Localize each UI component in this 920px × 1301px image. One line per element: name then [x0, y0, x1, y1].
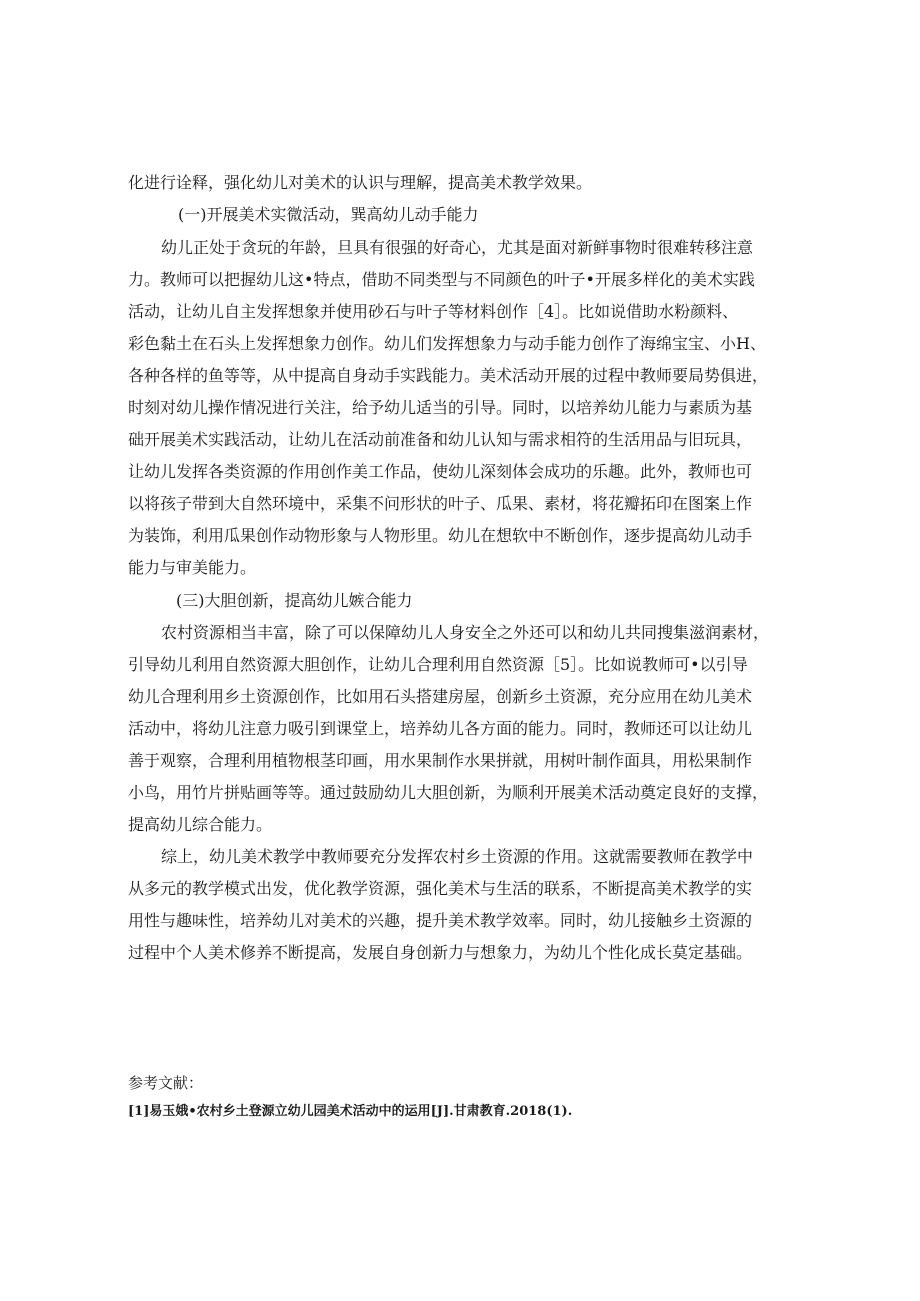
paragraph-line: 彩色黏土在石头上发挥想象力创作。幼儿们发挥想象力与动手能力创作了海绵宝宝、小H、 — [128, 334, 766, 353]
paragraph-line: 以将孩子带到大自然环境中，采集不问形状的叶子、瓜果、素材，将花瓣拓印在图案上作 — [128, 494, 753, 513]
section-heading-1: (一)开展美术实微活动，巽高幼儿动手能力 — [178, 205, 479, 224]
section-heading-2: (三)大胆创新，提高幼儿嫉合能力 — [176, 591, 413, 610]
paragraph-line: 能力与审美能力。 — [128, 558, 257, 577]
paragraph-line: 幼儿合理利用乡土资源创作，比如用石头搭建房屋，创新乡土资源，充分应用在幼儿美术 — [128, 687, 753, 706]
paragraph-line: 活动中，将幼儿注意力吸引到课堂上，培养幼儿各方面的能力。同时，教师还可以让幼儿 — [128, 719, 753, 738]
paragraph-line: 从多元的教学模式出发，优化教学资源，强化美术与生活的联系，不断提高美术教学的实 — [128, 879, 753, 898]
paragraph-line: 为装饰，利用瓜果创作动物形象与人物形里。幼儿在想软中不断创作，逐步提高幼儿动手 — [128, 526, 753, 545]
paragraph-line: 综上，幼儿美术教学中教师要充分发挥农村乡土资源的作用。这就需要教师在教学中 — [161, 847, 754, 866]
paragraph-line: 让幼儿发挥各类资源的作用创作美工作品，使幼儿深刻体会成功的乐趣。此外，教师也可 — [128, 462, 753, 481]
reference-item: [1]易玉娥•农村乡土登源立幼儿园美术活动中的运用[J].甘肃教育.2018(1). — [128, 1104, 573, 1119]
paragraph-line: 化进行诠释，强化幼儿对美术的认识与理解，提高美术教学效果。 — [128, 173, 593, 192]
references-title: 参考文献： — [128, 1074, 204, 1092]
paragraph-line: 各种各样的鱼等等，从中提高自身动手实践能力。美术活动开展的过程中教师要局势俱进， — [128, 366, 769, 385]
paragraph-line: 小鸟，用竹片拼贴画等等。通过鼓励幼儿大胆创新，为顺利开展美术活动奠定良好的支撑， — [128, 783, 769, 802]
paragraph-line: 础开展美术实践活动，让幼儿在活动前准备和幼儿认知与需求相符的生活用品与旧玩具， — [128, 430, 753, 449]
paragraph-line: 善于观察，合理利用植物根茎印画，用水果制作水果拼就，用树叶制作面具，用松果制作 — [128, 751, 753, 770]
paragraph-line: 提高幼儿综合能力。 — [128, 815, 273, 834]
paragraph-line: 时刻对幼儿操作情况进行关注，给予幼儿适当的引导。同时，以培养幼儿能力与素质为基 — [128, 398, 753, 417]
paragraph-line: 引导幼儿利用自然资源大胆创作，让幼儿合理利用自然资源［5］。比如说教师可•以引导 — [128, 655, 748, 674]
paragraph-line: 活动，让幼儿自主发挥想象并使用砂石与叶子等材料创作［4］。比如说借助水粉颜料、 — [128, 302, 739, 321]
paragraph-line: 力。教师可以把握幼儿这•特点，借助不同类型与不同颜色的叶子•开展多样化的美术实践 — [128, 270, 755, 289]
paragraph-line: 幼儿正处于贪玩的年龄，旦具有很强的好奇心，尤其是面对新鲜事物时很难转移注意 — [161, 238, 754, 257]
paragraph-line: 用性与趣味性，培养幼儿对美术的兴趣，提升美术教学效率。同时，幼儿接触乡土资源的 — [128, 911, 753, 930]
paragraph-line: 农村资源相当丰富，除了可以保障幼儿人身安全之外还可以和幼儿共同搜集滋润素材， — [161, 623, 770, 642]
paragraph-line: 过程中个人美术修养不断提高，发展自身创新力与想象力，为幼儿个性化成长莫定基础。 — [128, 943, 753, 962]
